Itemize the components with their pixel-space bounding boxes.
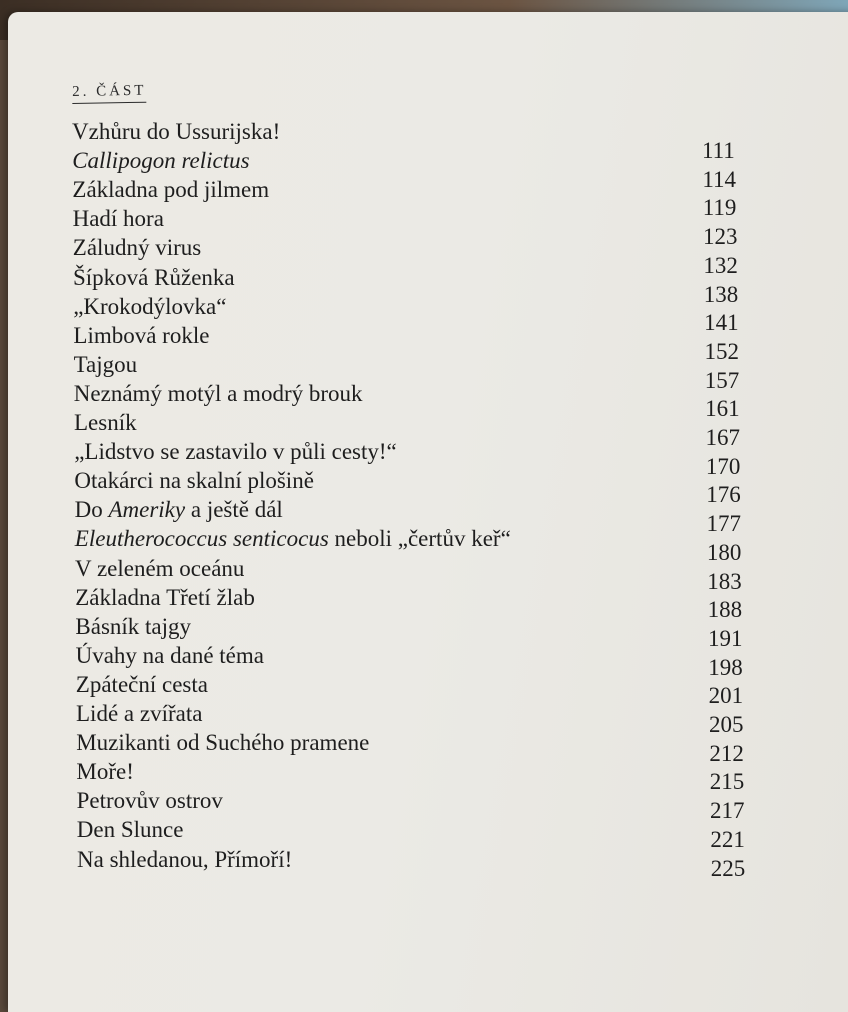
toc-entry-page-number: 167 [705,425,740,450]
toc-entry-title: Limbová rokle [73,322,210,348]
toc-entry-page-number: 138 [703,281,739,307]
toc-entry-page-number: 123 [703,224,738,250]
toc-entry-title: Záludný virus [72,235,202,261]
toc-entry-title: Úvahy na dané téma [75,642,264,668]
toc-entry-page-number: 119 [702,195,737,221]
toc-entry-page-number: 111 [702,138,735,163]
toc-entry-title: Základna Třetí žlab [75,584,255,610]
toc-entry-title: Otakárci na skalní plošině [74,468,314,494]
toc-entry-title: Lidé a zvířata [76,701,203,726]
section-heading: 2. ČÁST [72,83,147,104]
toc-entry-page-number: 132 [703,252,738,278]
toc-entry-page-number: 152 [704,338,739,364]
toc-entry-title: Základna pod jilmem [72,177,270,203]
toc-entry-title: Básník tajgy [75,613,192,639]
toc-entry-title: Zpáteční cesta [75,671,208,697]
toc-entry-title: Muzikanti od Suchého pramene [76,730,370,756]
toc-entry-page-number: 217 [710,798,745,824]
toc-entry-page-number: 201 [708,683,744,709]
toc-entry-page-number: 114 [702,166,736,192]
toc-entry-title: Moře! [76,759,134,785]
toc-entry-title: Do Ameriky a ještě dál [74,497,283,523]
toc-entry-page-number: 188 [707,597,743,623]
toc-entry-title: Šípková Růženka [73,264,235,290]
toc-entry-title: Eleutherococcus senticocus neboli „čertův keř“ [74,526,511,552]
toc-entry-page-number: 215 [709,769,745,795]
toc-entry-title: „Krokodýlovka“ [73,293,227,319]
toc-entry-page-number: 205 [709,712,744,737]
toc-entry-title: Neznámý motýl a modrý brouk [73,380,363,406]
toc-entry-page-number: 212 [709,740,744,766]
toc-entry-title: Lesník [74,410,137,435]
toc-entry-page-number: 170 [705,453,741,479]
toc-entry-title: Den Slunce [76,817,184,843]
toc-entry-page-number: 176 [706,482,741,508]
toc-entry-page-number: 177 [706,511,742,537]
toc-entry-page-number: 191 [707,625,743,651]
toc-entry-title: Vzhůru do Ussurijska! [72,119,281,144]
toc-entry-page-number: 225 [710,855,746,881]
toc-entry-title: Tajgou [73,351,138,377]
toc-entry-title: Petrovův ostrov [76,788,223,814]
toc-entry-page-number: 183 [707,568,742,594]
toc-entry-page-number: 198 [708,654,743,680]
toc-entry-page-number: 180 [706,539,742,565]
toc-entry-title: Na shledanou, Přímoří! [77,846,293,872]
toc-entry-page-number: 161 [705,396,740,422]
toc-entry-page-number: 221 [710,826,745,852]
toc-entry-title: Hadí hora [72,206,164,232]
toc-entry-title: V zeleném oceánu [75,555,245,581]
toc-entry-page-number: 157 [704,367,740,393]
toc-entry-title: „Lidstvo se zastavilo v půli cesty!“ [74,439,397,465]
toc-entry-page-number: 141 [704,310,739,336]
toc-entry-title: Callipogon relictus [72,148,250,174]
